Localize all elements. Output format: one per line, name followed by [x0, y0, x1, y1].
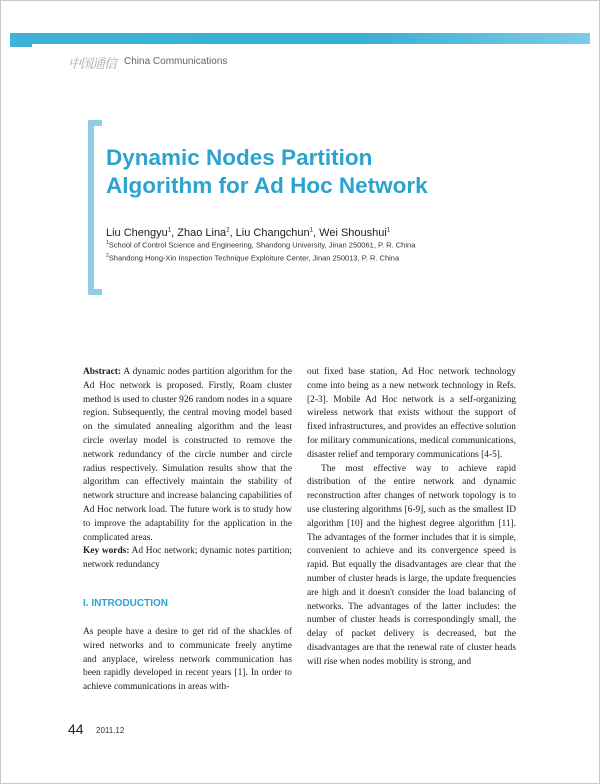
issue-date: 2011.12 [96, 726, 125, 735]
title-line-2: Algorithm for Ad Hoc Network [106, 173, 428, 198]
intro-paragraph [83, 626, 292, 695]
author-name: Liu Changchun [235, 227, 310, 239]
author-list: Liu Chengyu$^1$, Zhao Lina$^2$, Liu Changchun$^1$, Wei Shoushui$^1$ [106, 227, 391, 239]
header-bar-notch [10, 44, 32, 47]
author-name: Wei Shoushui [319, 227, 387, 239]
intro-text: As people have a desire to get rid of the shackles of wired networks and to communicate freely anytime and anyplace, wireless network communication has been rapidly developed in recent years [1]. In order to achieve communications in areas with- [83, 627, 292, 693]
author-sup: 1 [167, 227, 172, 234]
title-bracket [88, 120, 102, 295]
header-bar [10, 33, 590, 44]
journal-name: China Communications [124, 56, 228, 67]
title-line-1: Dynamic Nodes Partition [106, 145, 373, 170]
right-paragraph-1: out fixed base station, Ad Hoc network technology come into being as a new network technology in Refs. [2-3]. Mobile Ad Hoc network is a self-organizing wireless network that exists without the support of fixed infrastructures, and provides an effective solution for military communications, medical communications, disaster relief and temporary communications [4-5]. [307, 367, 516, 460]
affiliation-sup: 2 [106, 253, 109, 259]
page-number: 44 [68, 721, 84, 737]
paper-title [106, 144, 536, 200]
affiliation-1 [106, 240, 415, 250]
affiliation-text: Shandong Hong-Xin Inspection Technique Exploiture Center, Jinan 250013, P. R. China [108, 253, 400, 263]
keywords-text: Ad Hoc network; dynamic notes partition; network redundancy [83, 546, 292, 571]
author-sup: 2 [226, 227, 230, 234]
author-sup: 1 [386, 227, 391, 234]
journal-logo-cn: 中国通信 [68, 57, 117, 72]
author-sup: 1 [309, 227, 314, 234]
abstract-text: A dynamic nodes partition algorithm for the Ad Hoc network is proposed. Firstly, Roam cluster method is used to cluster 926 random nodes in a square region. Subsequently, the central moving model based on the simulated annealing algorithm and the least circle overlay model is constructed to remove the network redundancy of the circle number and circle radius respectively. Simulation results show that the algorithm can effectively maintain the stability of network structure and increase balancing capabilities of Ad Hoc network load. The future work is to study how to improve the adaptability for the application in the complicated areas. [83, 367, 292, 543]
affiliation-sup: 1 [106, 240, 109, 246]
abstract-label: Abstract: [83, 367, 122, 377]
author-name: Zhao Lina [177, 227, 227, 239]
right-paragraph-2: The most effective way to achieve rapid distribution of the entire network and dynamic reconstruction after changes of network topology is to use clustering algorithms [6-9], such as the smallest ID algorithm [10] and the highest degree algorithm [11]. The advantages of the former includes that it is simple, convenient to achieve and its convergence speed is rapid. But equally the disadvantages are clear that the number of cluster heads is large, the update frequencies are high and it doesn't consider the load balancing of networks. The advantages of the latter includes: the number of cluster heads is correspondingly small, the delay of packet delivery is decreased, but the disadvantages are that the renewal rate of cluster heads will rise when nodes mobility is strong, and [307, 463, 516, 667]
section-heading-introduction: I. INTRODUCTION [83, 598, 168, 609]
right-column [307, 366, 516, 670]
affiliation-text: School of Control Science and Engineering, Shandong University, Jinan 250061, P. R. China [108, 240, 416, 250]
author-name: Liu Chengyu [106, 227, 168, 239]
keywords-label: Key words: [83, 546, 130, 557]
affiliation-2 [106, 253, 399, 263]
abstract-block [83, 366, 292, 573]
